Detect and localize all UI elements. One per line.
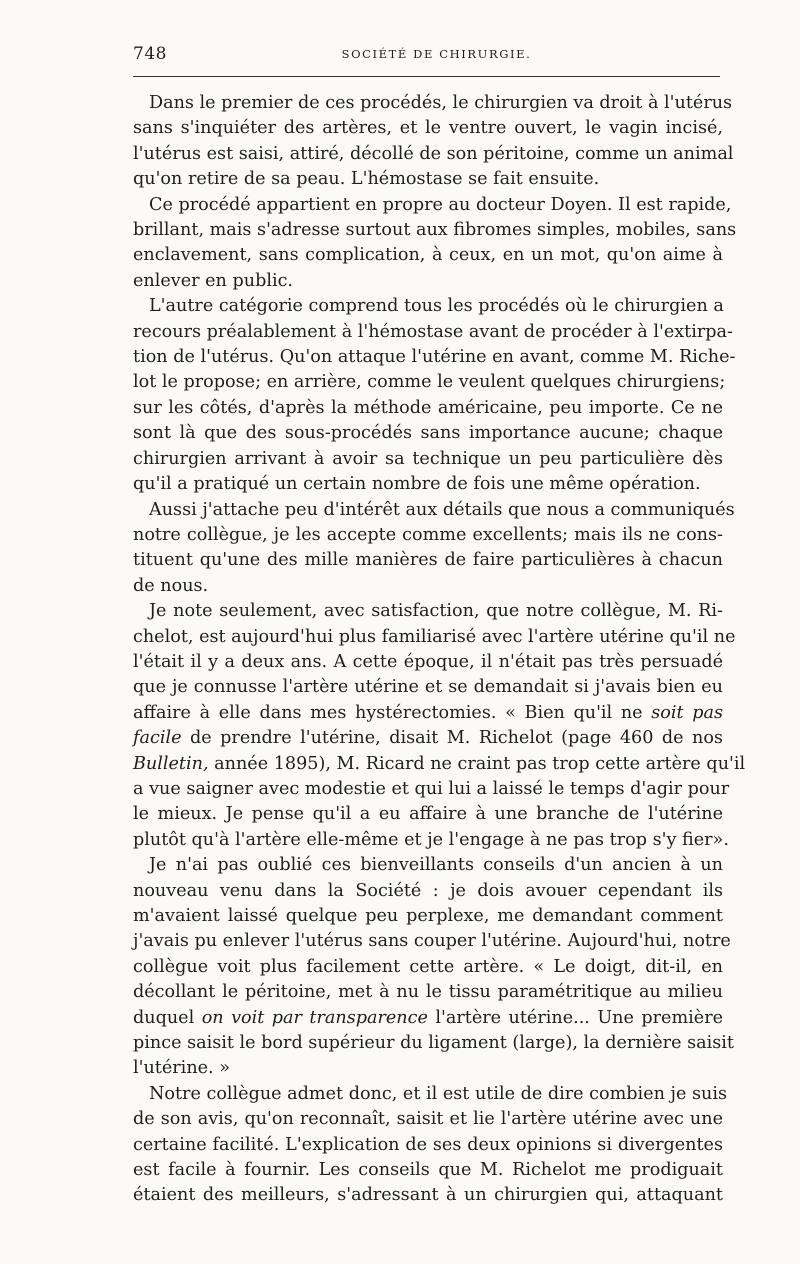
text-line: sont là que des sous-procédés sans importance aucune; chaque [133,423,723,444]
text-line: l'utérus est saisi, attiré, décollé de son péritoine, comme un animal [133,143,734,164]
text-line: m'avaient laissé quelque peu perplexe, me demandant comment [133,906,723,926]
text-line: est facile à fournir. Les conseils que M. Richelot me prodiguait [133,1160,723,1181]
text-line: l'était il y a deux ans. A cette époque, il n'était pas très persuadé [133,651,723,672]
paragraph-3 [133,294,736,497]
text-line: l'utérine. » [133,1058,231,1079]
text-line: de son avis, qu'on reconnaît, saisit et lie l'artère utérine avec une [133,1109,723,1130]
text-line: Ce procédé appartient en propre au docteur Doyen. Il est rapide, [149,194,732,215]
text-line [133,701,723,726]
paragraph-5 [133,599,746,853]
text-line: chelot, est aujourd'hui plus familiarisé avec l'artère utérine qu'il ne [133,626,736,647]
text-line: brillant, mais s'adresse surtout aux fibromes simples, mobiles, sans [133,220,737,241]
text-line: recours préalablement à l'hémostase avant de procéder à l'extirpa- [133,321,733,342]
text-line [133,1006,723,1031]
paragraph-4 [133,498,735,600]
text-line: qu'il a pratiqué un certain nombre de fois une même opération. [133,474,701,495]
text-line: Notre collègue admet donc, et il est utile de dire combien je suis [149,1083,727,1104]
italic-phrase: on voit par transparence [201,1007,428,1028]
text-segment: année 1895), M. Ricard ne craint pas trop cette artère qu'il [208,753,746,774]
paragraph-7 [133,1082,727,1209]
text-line: sans s'inquiéter des artères, et le ventre ouvert, le vagin incisé, [133,118,723,139]
header-rule [133,76,720,77]
text-segment: duquel [133,1007,202,1028]
text-line: plutôt qu'à l'artère elle-même et je l'engage à ne pas trop s'y fier». [133,829,729,850]
text-line: pince saisit le bord supérieur du ligament (large), la dernière saisit [133,1033,734,1054]
text-line: a vue saigner avec modestie et qui lui a laissé le temps d'agir pour [133,778,730,799]
text-line: que je connusse l'artère utérine et se demandait si j'avais bien eu [133,677,723,698]
text-line [133,752,746,777]
paragraph-6 [133,853,734,1082]
paragraph-2 [133,193,737,295]
text-line: certaine facilité. L'explication de ses deux opinions si divergentes [133,1134,723,1155]
italic-phrase: Bulletin, [133,753,209,774]
text-segment: de prendre l'utérine, disait M. Richelot (page 460 de nos [181,728,723,749]
page-number: 748 [133,44,167,64]
text-line: tituent qu'une des mille manières de faire particulières à chacun [133,550,723,571]
text-line: de nous. [133,575,209,596]
text-segment: affaire à elle dans mes hystérectomies. « Bien qu'il ne [133,702,652,723]
italic-phrase: soit pas [651,702,723,723]
text-segment: l'artère utérine... Une première [427,1007,724,1028]
body-text [133,91,746,1209]
text-line: lot le propose; en arrière, comme le veulent quelques chirurgiens; [133,372,726,393]
text-line: enlever en public. [133,270,294,291]
text-line: notre collègue, je les accepte comme excellents; mais ils ne cons- [133,524,723,545]
text-line: collègue voit plus facilement cette artère. « Le doigt, dit-il, en [133,956,723,977]
text-line: enclavement, sans complication, à ceux, en un mot, qu'on aime à [133,245,723,266]
text-line: qu'on retire de sa peau. L'hémostase se fait ensuite. [133,169,600,190]
text-line: sur les côtés, d'après la méthode américaine, peu importe. Ce ne [133,397,723,418]
paragraph-1 [133,91,734,193]
text-line: chirurgien arrivant à avoir sa technique un peu particulière dès [133,448,723,469]
text-line [133,726,723,751]
text-line: nouveau venu dans la Société : je dois avouer cependant ils [133,880,723,901]
text-line: j'avais pu enlever l'utérus sans couper l'utérine. Aujourd'hui, notre [133,931,731,952]
text-line: Je n'ai pas oublié ces bienveillants conseils d'un ancien à un [149,855,723,876]
text-line: tion de l'utérus. Qu'on attaque l'utérine en avant, comme M. Riche- [133,347,736,368]
page-header [133,44,720,72]
italic-phrase: facile [133,728,182,749]
text-line: décollant le péritoine, met à nu le tissu paramétritique au milieu [133,982,723,1003]
text-line: le mieux. Je pense qu'il a eu affaire à une branche de l'utérine [133,804,723,825]
running-title: SOCIÉTÉ DE CHIRURGIE. [341,47,532,61]
text-line: étaient des meilleurs, s'adressant à un chirurgien qui, attaquant [133,1185,723,1206]
text-line: Dans le premier de ces procédés, le chirurgien va droit à l'utérus [149,93,733,113]
text-line: L'autre catégorie comprend tous les procédés où le chirurgien a [149,296,724,317]
text-line: Je note seulement, avec satisfaction, que notre collègue, M. Ri- [149,601,723,622]
text-line: Aussi j'attache peu d'intérêt aux détails que nous a communiqués [149,499,735,520]
